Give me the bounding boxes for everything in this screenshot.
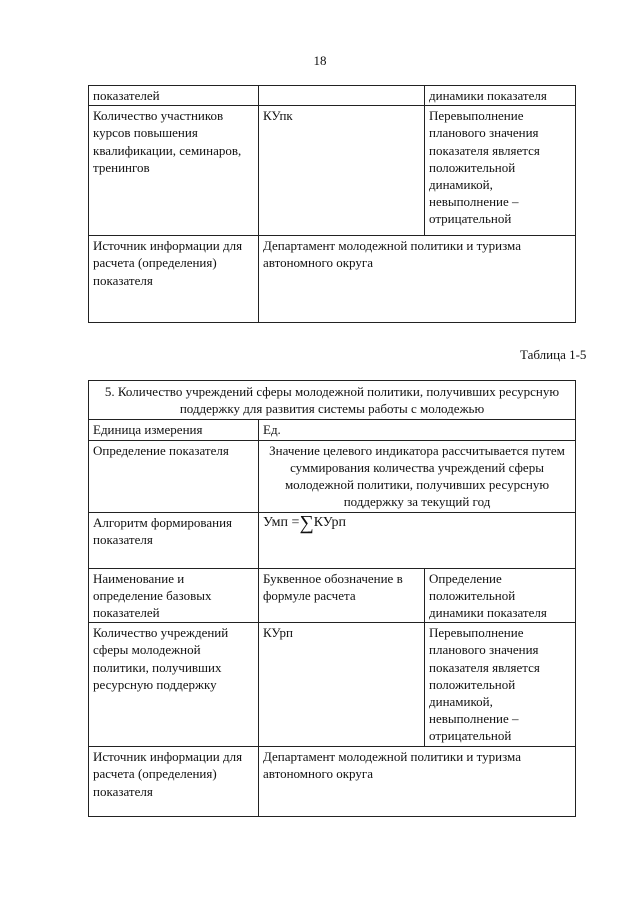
header-cell: динамики показателя [425,86,576,106]
table-row [89,747,576,817]
base-indicator-code: КУрп [259,623,425,747]
indicator-title: 5. Количество учреждений сферы молодежной политики, получивших ресурсную поддержку для развития системы работы с молодежью [89,381,576,420]
formula-right: КУрп [313,514,346,530]
table-row [89,568,576,623]
algorithm-label: Алгоритм формирования показателя [89,512,259,568]
indicator-dynamics: Перевыполнение планового значения показателя является положительной динамикой, невыполнение – отрицательной [425,106,576,236]
table-continuation [88,85,576,323]
base-header-name: Наименование и определение базовых показателей [89,568,259,623]
header-cell: показателей [89,86,259,106]
table-caption: Таблица 1-5 [520,347,587,362]
sum-sign: ∑ [299,511,314,534]
table-row [89,512,576,568]
table-row [89,106,576,236]
base-header-code: Буквенное обозначение в формуле расчета [259,568,425,623]
base-indicator-name: Количество учреждений сферы молодежной политики, получивших ресурсную поддержку [89,623,259,747]
source-value: Департамент молодежной политики и туризма автономного округа [259,747,576,817]
table-row [89,440,576,512]
indicator-code: КУпк [259,106,425,236]
table-row [89,623,576,747]
header-cell [259,86,425,106]
formula [259,512,576,568]
formula-left: Умп = [263,514,300,530]
table-row [89,381,576,420]
unit-label: Единица измерения [89,420,259,440]
definition-value: Значение целевого индикатора рассчитывается путем суммирования количества учреждений сферы молодежной политики, получивших ресурсную поддержку за текущий год [259,440,576,512]
table-row [89,86,576,106]
table-row [89,420,576,440]
table-1-5 [88,380,576,817]
indicator-name: Количество участников курсов повышения квалификации, семинаров, тренингов [89,106,259,236]
page-number: 18 [313,53,327,68]
table-row [89,236,576,323]
unit-value: Ед. [259,420,576,440]
source-value: Департамент молодежной политики и туризма автономного округа [259,236,576,323]
source-label: Источник информации для расчета (определения) показателя [89,236,259,323]
base-indicator-dynamics: Перевыполнение планового значения показателя является положительной динамикой, невыполнение – отрицательной [425,623,576,747]
source-label: Источник информации для расчета (определения) показателя [89,747,259,817]
base-header-dynamics: Определение положительной динамики показателя [425,568,576,623]
definition-label: Определение показателя [89,440,259,512]
